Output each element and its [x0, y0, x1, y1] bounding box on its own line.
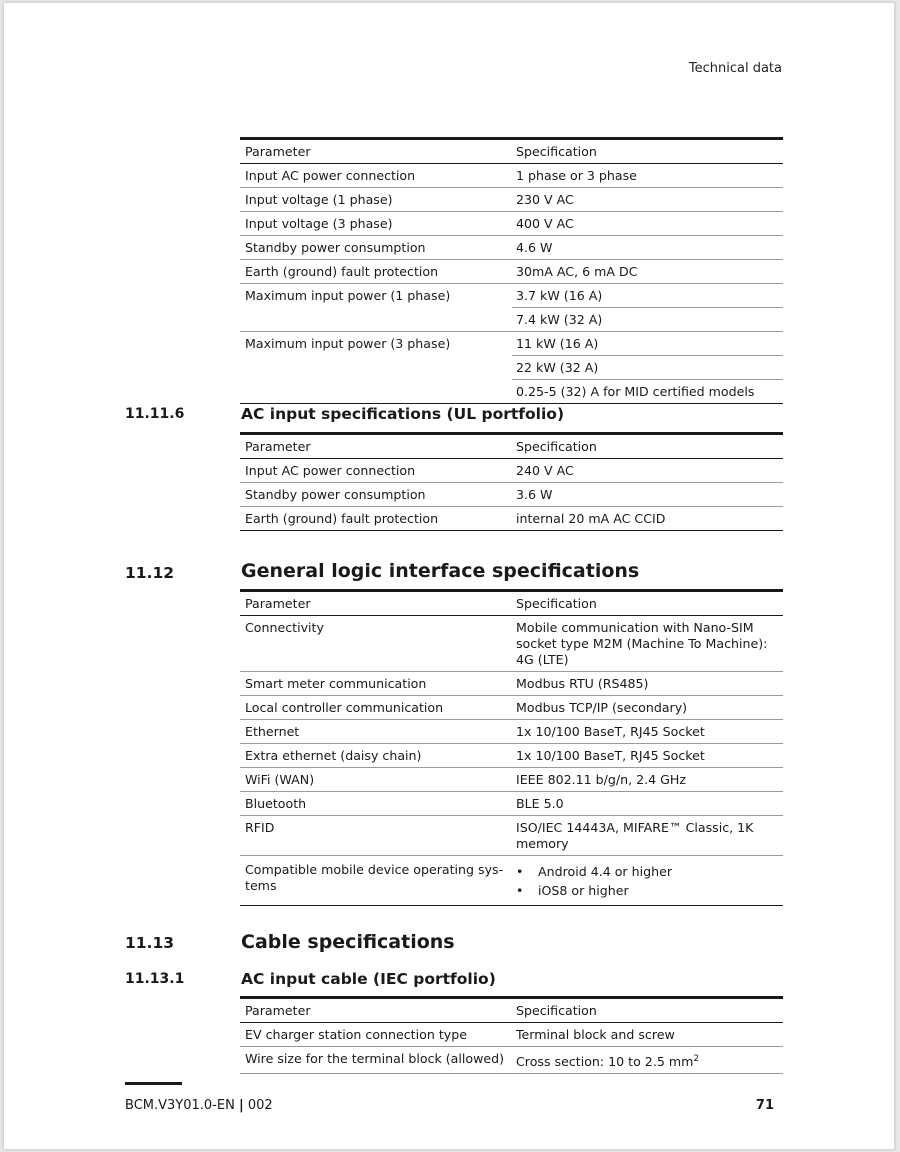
table-row — [240, 188, 783, 212]
spec-text: Cross section: 10 to 2.5 mm — [516, 1054, 694, 1070]
spec-cell: 1x 10/100 BaseT, RJ45 Socket — [516, 724, 705, 739]
ac-input-iec-table — [240, 137, 783, 404]
spec-subvalue: 11 kW (16 A) — [512, 332, 783, 356]
header-parameter: Parameter — [245, 439, 311, 454]
superscript: 2 — [693, 1054, 700, 1064]
spec-cell: 4.6 W — [516, 240, 553, 255]
footer-separator: | — [238, 1098, 244, 1113]
running-head: Technical data — [688, 61, 782, 76]
table-row — [240, 236, 783, 260]
spec-cell: IEEE 802.11 b/g/n, 2.4 GHz — [516, 772, 686, 787]
table-row — [240, 616, 783, 672]
spec-subvalue: 0.25-5 (32) A for MID certified models — [516, 384, 755, 399]
document-page — [3, 2, 895, 1150]
param-cell: Extra ethernet (daisy chain) — [245, 748, 422, 763]
spec-cell: 240 V AC — [516, 463, 574, 478]
param-cell: Smart meter communication — [245, 676, 427, 691]
param-cell: Maximum input power (1 phase) — [245, 288, 451, 303]
table-row — [240, 856, 783, 906]
table-row — [240, 1047, 783, 1074]
table-row — [240, 672, 783, 696]
list-item — [516, 862, 778, 881]
param-cell: EV charger station connection type — [245, 1027, 467, 1042]
spec-cell: Modbus TCP/IP (secondary) — [516, 700, 688, 715]
param-cell: Input AC power connection — [245, 168, 416, 183]
spec-subvalue: 7.4 kW (32 A) — [516, 312, 603, 327]
spec-cell: Mobile communication with Nano-SIM socket type M2M (Machine To Machine): 4G (LTE) — [516, 620, 768, 667]
table-row — [240, 744, 783, 768]
section-title: General logic interface specifications — [241, 560, 640, 582]
param-cell: Input voltage (1 phase) — [245, 192, 393, 207]
header-specification: Specification — [516, 596, 597, 611]
param-cell: Input voltage (3 phase) — [245, 216, 393, 231]
bullet: • — [516, 883, 524, 898]
section-title: AC input cable (IEC portfolio) — [241, 970, 496, 988]
section-number: 11.11.6 — [125, 406, 185, 422]
table-row — [240, 332, 783, 404]
table-row — [240, 164, 783, 188]
param-cell: Connectivity — [245, 620, 324, 635]
param-cell: Wire size for the terminal block (allowed) — [245, 1051, 505, 1066]
header-specification: Specification — [516, 1003, 597, 1018]
doc-id: BCM.V3Y01.0-EN — [125, 1098, 235, 1113]
section-number: 11.13.1 — [125, 971, 185, 987]
footer-rule — [125, 1082, 182, 1085]
spec-subvalue: 22 kW (32 A) — [512, 356, 783, 380]
spec-cell: Modbus RTU (RS485) — [516, 676, 649, 691]
table-header-row — [240, 999, 783, 1023]
table-row — [240, 284, 783, 332]
ac-input-ul-table — [240, 432, 783, 531]
ac-input-cable-table — [240, 996, 783, 1074]
table-row — [240, 212, 783, 236]
table-header-row — [240, 435, 783, 459]
param-cell: Earth (ground) fault protection — [245, 264, 439, 279]
table-row — [240, 507, 783, 531]
os-list — [516, 862, 778, 900]
param-cell: WiFi (WAN) — [245, 772, 315, 787]
param-cell: Standby power consumption — [245, 487, 426, 502]
spec-cell — [512, 332, 783, 403]
list-item — [516, 881, 778, 900]
header-parameter: Parameter — [245, 144, 311, 159]
param-cell: Compatible mobile device operating sys-tems — [245, 862, 504, 893]
table-row — [240, 720, 783, 744]
spec-cell: 230 V AC — [516, 192, 574, 207]
section-title: AC input specifications (UL portfolio) — [241, 405, 565, 423]
table-row — [240, 483, 783, 507]
table-row — [240, 792, 783, 816]
page-number: 71 — [755, 1098, 774, 1113]
spec-cell: 30mA AC, 6 mA DC — [516, 264, 638, 279]
table-header-row — [240, 592, 783, 616]
table-row — [240, 816, 783, 856]
param-cell: Maximum input power (3 phase) — [245, 336, 451, 351]
param-cell: Local controller communication — [245, 700, 444, 715]
table-row — [240, 696, 783, 720]
param-cell: RFID — [245, 820, 275, 835]
param-cell: Earth (ground) fault protection — [245, 511, 439, 526]
header-specification: Specification — [516, 144, 597, 159]
spec-cell: 400 V AC — [516, 216, 574, 231]
table-row — [240, 1023, 783, 1047]
header-parameter: Parameter — [245, 596, 311, 611]
spec-cell: BLE 5.0 — [516, 796, 564, 811]
param-cell: Bluetooth — [245, 796, 307, 811]
table-row — [240, 768, 783, 792]
spec-cell: 3.6 W — [516, 487, 553, 502]
header-parameter: Parameter — [245, 1003, 311, 1018]
spec-cell: 1x 10/100 BaseT, RJ45 Socket — [516, 748, 705, 763]
os-item-label: Android 4.4 or higher — [538, 864, 672, 879]
os-item-label: iOS8 or higher — [538, 883, 629, 898]
spec-cell: ISO/IEC 14443A, MIFARE™ Classic, 1K memory — [516, 820, 754, 851]
table-row — [240, 459, 783, 483]
logic-interface-table — [240, 589, 783, 906]
section-number: 11.13 — [125, 934, 175, 952]
param-cell: Ethernet — [245, 724, 300, 739]
param-cell: Standby power consumption — [245, 240, 426, 255]
revision: 002 — [247, 1098, 273, 1113]
section-title: Cable specifications — [241, 931, 455, 953]
spec-subvalue: 3.7 kW (16 A) — [512, 284, 783, 308]
bullet: • — [516, 864, 524, 879]
table-header-row — [240, 140, 783, 164]
spec-cell: 1 phase or 3 phase — [516, 168, 637, 183]
spec-cell: internal 20 mA AC CCID — [516, 511, 666, 526]
spec-cell — [512, 1047, 783, 1073]
param-cell: Input AC power connection — [245, 463, 416, 478]
spec-cell: Terminal block and screw — [516, 1027, 675, 1042]
footer-doc-id — [125, 1098, 273, 1113]
section-number: 11.12 — [125, 564, 175, 582]
spec-cell — [512, 856, 783, 905]
spec-cell — [512, 284, 783, 331]
table-row — [240, 260, 783, 284]
header-specification: Specification — [516, 439, 597, 454]
